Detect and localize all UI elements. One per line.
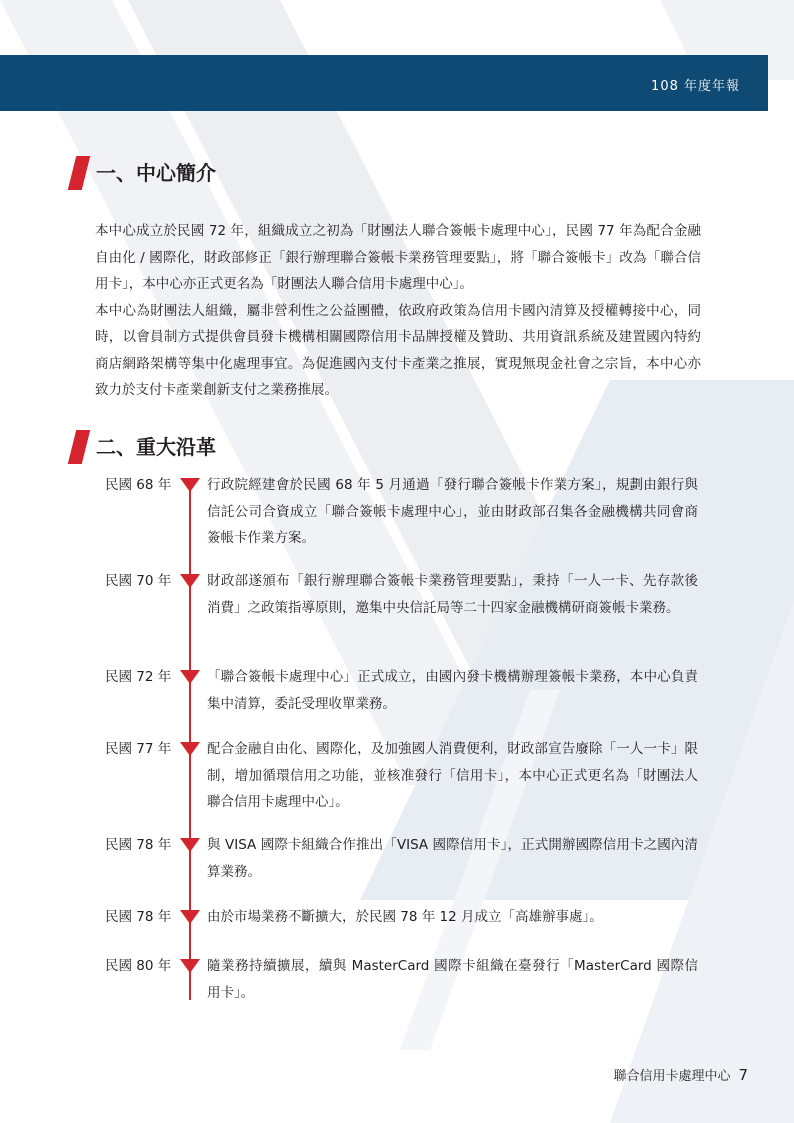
section-heading: 二、重大沿革 (96, 435, 216, 459)
timeline-arrow-icon (180, 478, 200, 492)
timeline-arrow-icon (180, 670, 200, 684)
timeline-text: 由於市場業務不斷擴大，於民國 78 年 12 月成立「高雄辦事處」。 (207, 909, 603, 925)
timeline-text: 配合金融自由化、國際化，及加強國人消費便利，財政部宣告廢除「一人一卡」限制，增加循環信用之功能，並核准發行「信用卡」，本中心正式更名為「財團法人聯合信用卡處理中心」。 (207, 741, 698, 810)
report-title: 108 年度年報 (651, 79, 740, 94)
page-number: 7 (738, 1066, 748, 1084)
timeline-arrow-icon (180, 959, 200, 973)
timeline-arrow-icon (180, 838, 200, 852)
page-footer (613, 1065, 748, 1084)
timeline-arrow-icon (180, 742, 200, 756)
section-heading: 一、中心簡介 (96, 161, 216, 185)
timeline-text: 與 VISA 國際卡組織合作推出「VISA 國際信用卡」，正式開辦國際信用卡之國內清算業務。 (207, 837, 698, 880)
footer-org-name: 聯合信用卡處理中心 (613, 1069, 731, 1084)
intro-paragraph: 本中心為財團法人組織，屬非營利性之公益團體，依政府政策為信用卡國內清算及授權轉接中心，同時，以會員制方式提供會員發卡機構相關國際信用卡品牌授權及贊助、共用資訊系統及建置國內特約商店網路架構等集中化處理事宜。為促進國內支付卡產業之推展，實現無現金社會之宗旨，本中心亦致力於支付卡產業創新支付之業務推展。 (95, 302, 701, 398)
timeline-date: 民國 77 年 (105, 741, 172, 757)
timeline-arrow-icon (180, 574, 200, 588)
timeline-date: 民國 72 年 (105, 669, 172, 685)
timeline-date: 民國 70 年 (105, 573, 172, 589)
timeline-text: 隨業務持續擴展，續與 MasterCard 國際卡組織在臺發行「MasterCard 國際信用卡」。 (207, 958, 698, 1001)
timeline-text: 行政院經建會於民國 68 年 5 月通過「發行聯合簽帳卡作業方案」，規劃由銀行與信託公司合資成立「聯合簽帳卡處理中心」，並由財政部召集各金融機構共同會商簽帳卡作業方案。 (207, 477, 698, 546)
timeline-arrow-icon (180, 910, 200, 924)
timeline-date: 民國 68 年 (105, 477, 172, 493)
timeline-text: 「聯合簽帳卡處理中心」正式成立，由國內發卡機構辦理簽帳卡業務，本中心負責集中清算，委託受理收單業務。 (207, 669, 698, 712)
timeline-date: 民國 80 年 (105, 958, 172, 974)
timeline-text: 財政部遂頒布「銀行辦理聯合簽帳卡業務管理要點」，秉持「一人一卡、先存款後消費」之政策指導原則，邀集中央信託局等二十四家金融機構研商簽帳卡業務。 (207, 573, 698, 616)
timeline-date: 民國 78 年 (105, 837, 172, 853)
intro-paragraph: 本中心成立於民國 72 年，組織成立之初為「財團法人聯合簽帳卡處理中心」，民國 77 年為配合金融自由化 / 國際化，財政部修正「銀行辦理聯合簽帳卡業務管理要點」，將「聯合簽帳卡」改為「聯合信用卡」，本中心亦正式更名為「財團法人聯合信用卡處理中心」。 (95, 223, 701, 292)
timeline-date: 民國 78 年 (105, 909, 172, 925)
